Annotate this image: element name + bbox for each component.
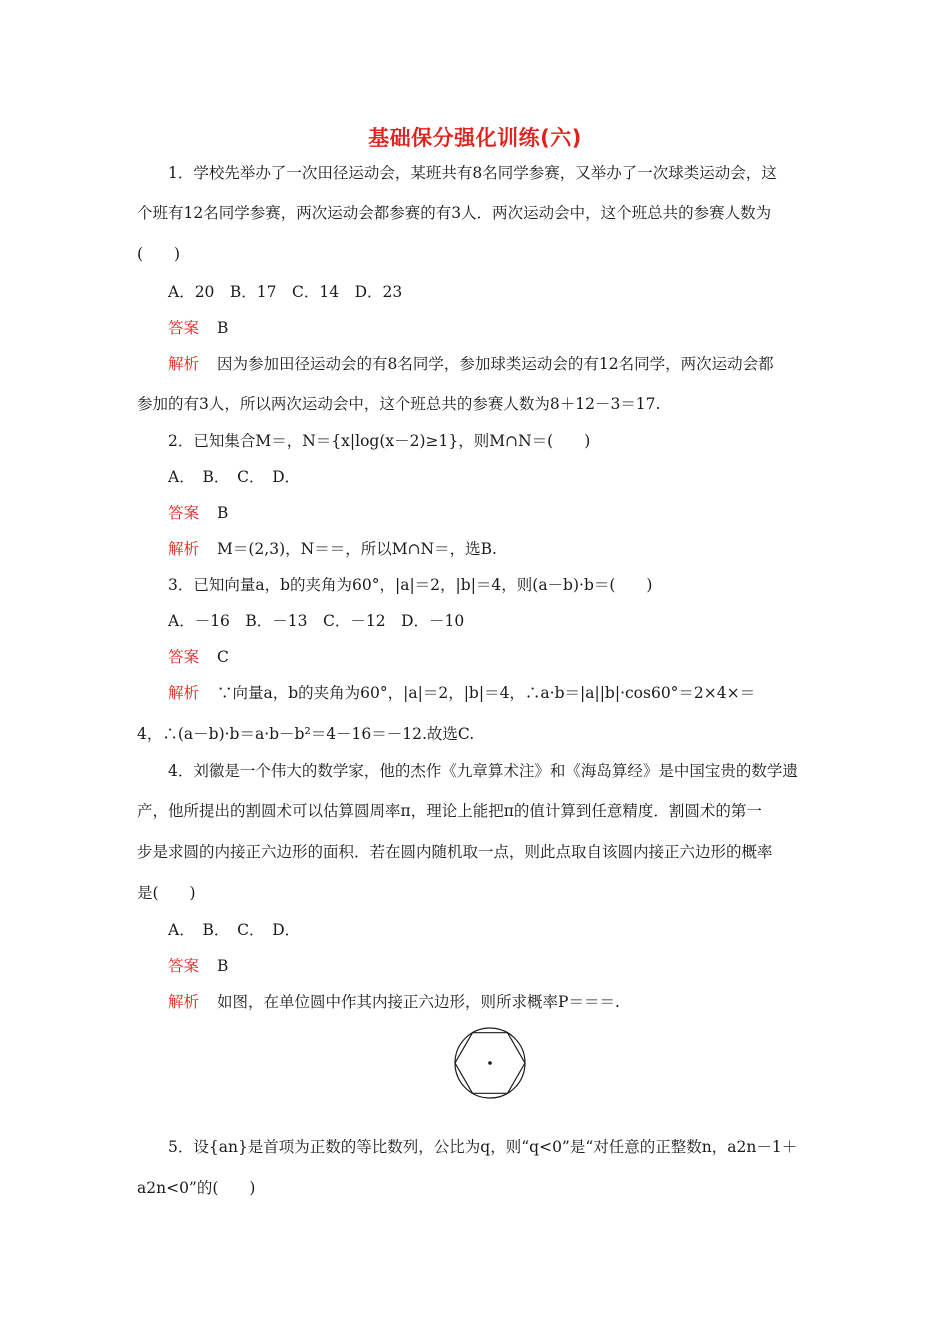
q1-text-line-3: ( ) xyxy=(137,245,181,263)
q3-answer: C xyxy=(217,648,229,666)
q4-text-line-4: 是( ) xyxy=(137,884,196,902)
page-title: 基础保分强化训练(六) xyxy=(368,126,582,150)
q2-answer-row xyxy=(168,503,228,523)
q4-answer: B xyxy=(217,957,229,975)
q4-text-line-3: 步是求圆的内接正六边形的面积．若在圆内随机取一点，则此点取自该圆内接正六边形的概率 xyxy=(137,843,773,861)
q1-answer: B xyxy=(217,319,229,337)
q1-analysis-line-2: 参加的有3人，所以两次运动会中，这个班总共的参赛人数为8＋12－3＝17. xyxy=(137,395,661,413)
analysis-label: 解析 xyxy=(168,684,200,702)
analysis-label: 解析 xyxy=(168,993,200,1011)
q1-answer-row xyxy=(168,318,228,338)
q4-analysis-line-1: 如图，在单位圆中作其内接正六边形，则所求概率P＝＝＝. xyxy=(217,993,620,1011)
q4-text-line-1: 4．刘徽是一个伟大的数学家，他的杰作《九章算术注》和《海岛算经》是中国宝贵的数学遗 xyxy=(168,762,798,780)
q2-analysis-line-1: M＝(2,3)，N＝＝，所以M∩N＝，选B. xyxy=(217,540,497,558)
q1-analysis-row xyxy=(168,354,774,374)
q3-analysis-row xyxy=(168,683,755,703)
q1-text-line-2: 个班有12名同学参赛，两次运动会都参赛的有3人．两次运动会中，这个班总共的参赛人数为 xyxy=(137,204,772,222)
q3-answer-row xyxy=(168,647,229,667)
q3-analysis-line-2: 4，∴(a－b)·b＝a·b－b²＝4－16＝－12.故选C. xyxy=(137,725,475,743)
q3-analysis-line-1: ∵向量a，b的夹角为60°，|a|＝2，|b|＝4，∴a·b＝|a||b|·cos60°＝2×4×＝ xyxy=(217,684,756,702)
q2-analysis-row xyxy=(168,539,497,559)
q3-text-line-1: 3．已知向量a，b的夹角为60°，|a|＝2，|b|＝4，则(a－b)·b＝( ) xyxy=(168,576,653,594)
answer-label: 答案 xyxy=(168,319,200,337)
answer-label: 答案 xyxy=(168,504,200,522)
q5-text-line-1: 5．设{an}是首项为正数的等比数列，公比为q，则“q<0”是“对任意的正整数n，a2n－1＋ xyxy=(168,1138,798,1156)
q2-answer: B xyxy=(217,504,229,522)
answer-label: 答案 xyxy=(168,957,200,975)
circle-with-inscribed-hexagon-icon xyxy=(452,1025,528,1101)
q1-options: A．20 B．17 C．14 D．23 xyxy=(168,283,403,301)
q1-text-line-1: 1．学校先举办了一次田径运动会，某班共有8名同学参赛，又举办了一次球类运动会，这 xyxy=(168,164,777,182)
q5-text-line-2: a2n<0”的( ) xyxy=(137,1179,256,1197)
analysis-label: 解析 xyxy=(168,540,200,558)
analysis-label: 解析 xyxy=(168,355,200,373)
q4-analysis-row xyxy=(168,992,620,1012)
q4-answer-row xyxy=(168,956,228,976)
q4-text-line-2: 产，他所提出的割圆术可以估算圆周率π，理论上能把π的值计算到任意精度．割圆术的第一 xyxy=(137,802,762,820)
q3-options: A．－16 B．－13 C．－12 D．－10 xyxy=(168,612,465,630)
q4-options: A． B． C． D． xyxy=(168,921,301,939)
hexagon-figure-svg xyxy=(452,1025,528,1101)
q1-analysis-line-1: 因为参加田径运动会的有8名同学，参加球类运动会的有12名同学，两次运动会都 xyxy=(217,355,774,373)
answer-label: 答案 xyxy=(168,648,200,666)
q2-text-line-1: 2．已知集合M＝，N＝{x|log(x－2)≥1}，则M∩N＝( ) xyxy=(168,432,591,450)
center-point xyxy=(488,1061,492,1065)
q2-options: A． B． C． D． xyxy=(168,468,301,486)
